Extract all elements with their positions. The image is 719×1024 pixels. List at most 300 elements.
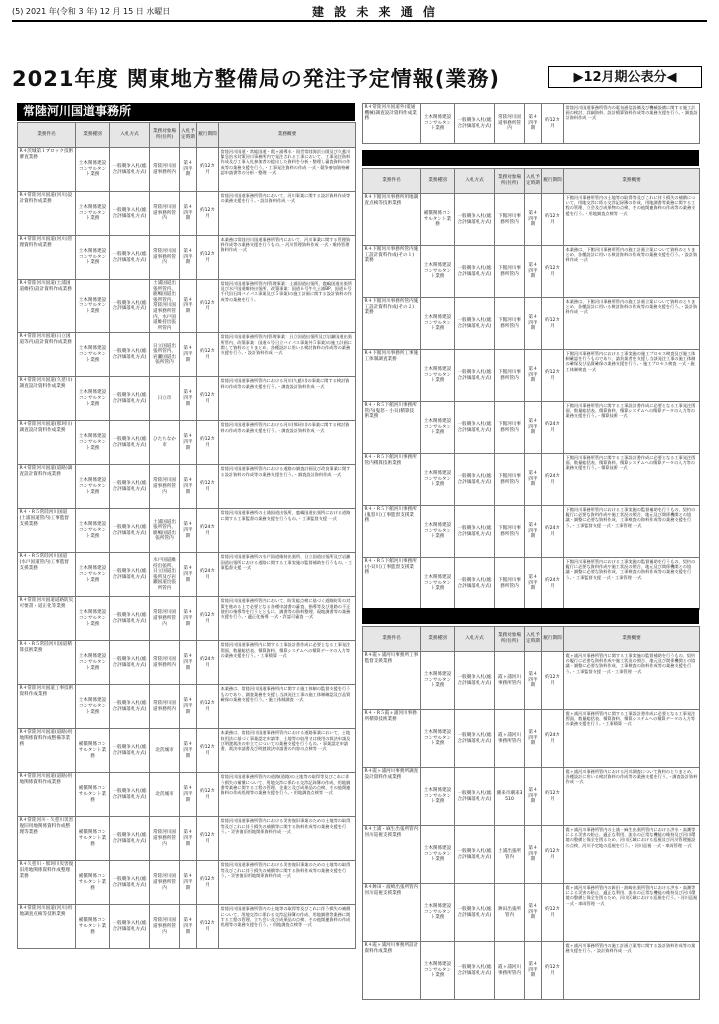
cell-location: 土浦国道出張所管内、鹿嶋国道出張所管内、常陸河川国道事務所管内、水戸国道維持出張所管内: [150, 280, 180, 333]
cell-duration: 約24カ月: [197, 641, 219, 685]
cell-bid-method: 一般競争入札(総合評価落札方式): [110, 597, 150, 641]
cell-bid-method: 一般競争入札(総合評価落札方式): [110, 773, 150, 817]
table-row: [363, 104, 700, 144]
cell-project-name: R４常陸河川国道(久慈川)調査設計資料作成業務: [18, 377, 76, 421]
cell-summary: 下館河川事務所管内に関する工事設計書作成に必要となる工事発注図面、数量総括表、積算資料、積算システムへの積算データの入力等の業務支援を行う。・積算技術 一式: [564, 402, 700, 454]
cell-duration: 約12カ月: [197, 685, 219, 729]
cell-bid-period: 第４四半期: [180, 148, 197, 192]
cell-project-name: R４下館河川事務所管内施工設計資料作成(その１)業務: [363, 246, 421, 298]
cell-duration: 約12カ月: [542, 350, 564, 402]
cell-duration: 約12カ月: [197, 377, 219, 421]
cell-category: 土木関係建設コンサルタント業務: [421, 652, 455, 710]
cell-location: 常陸河川国道事務所内: [150, 685, 180, 729]
cell-location: 下館河川事務所管内: [495, 350, 525, 402]
cell-location: 下館河川事務所管内: [495, 194, 525, 246]
cell-category: 補償関係コンサルタント業務: [421, 194, 455, 246]
cell-summary: 本業務は、常陸河川国道事務所管内における道路事業において、土地収用法に基づく事業認定申請等、土地等の収用又は使用の裁決申請及び明渡裁決の申立てについての業務支援を行うもの。・事業認定申請書、裁決申請書及び明渡裁決申請書の内容の点検等 一式: [219, 729, 356, 773]
cell-duration: 約12カ月: [197, 148, 219, 192]
cell-summary: 常陸河川国道事務所管内における河川(那珂川)の事業に関する検討資料の作成等の業務支援を行う。・調査設計資料作成 一式: [219, 421, 356, 465]
cell-project-name: R４・R５下館河川事務所(鬼怒川)工事監督支援業務: [363, 506, 421, 558]
cell-category: 土木関係建設コンサルタント業務: [76, 465, 110, 509]
table-row: [363, 350, 700, 402]
cell-bid-period: 第４四半期: [525, 246, 542, 298]
cell-duration: 約12カ月: [197, 421, 219, 465]
table-row: [18, 553, 356, 597]
cell-bid-period: 第４四半期: [180, 641, 197, 685]
cell-bid-method: 一般競争入札(総合評価落札方式): [110, 280, 150, 333]
cell-location: 潮来市潮来3510: [495, 768, 525, 826]
cell-bid-method: 一般競争入札(総合評価落札方式): [110, 729, 150, 773]
cell-summary: 下館河川事務所管内における工事実施の監督補助を行うもの、契約の履行に必要な資料作成や施工状況の照合、地元及び関係機関との協議・調整に必要な資料作成、工事検査の資料作成等の業務支援を行う。・工事監督支援 一式・工事管理 一式: [564, 506, 700, 558]
cell-duration: 約12カ月: [542, 194, 564, 246]
table-kasumigaura: [362, 626, 700, 1000]
cell-project-name: R４・R５常陸河川国道(水戸国道管内)工事監督支援業務: [18, 553, 76, 597]
cell-duration: 約24カ月: [197, 509, 219, 553]
cell-bid-method: 一般競争入札(総合評価落札方式): [455, 402, 495, 454]
cell-bid-method: 一般競争入札(総合評価落札方式): [455, 350, 495, 402]
cell-bid-method: 一般競争入札(総合評価落札方式): [110, 905, 150, 949]
table-row: [18, 905, 356, 949]
cell-bid-method: 一般競争入札(総合評価落札方式): [110, 377, 150, 421]
cell-summary: 常陸河川国道事務所管内における災害復旧事業のための土地等の取得等及びこれに伴う損失の補償等に関する資料作成等の業務支援を行う。・災害復旧用地関係資料作成 一式: [219, 861, 356, 905]
table-row: [363, 942, 700, 1000]
cell-project-name: R４下館河川事務所管内施工設計資料作成(その２)業務: [363, 298, 421, 350]
cell-location: 下館河川事務所管内: [495, 402, 525, 454]
cell-location: 常陸河川国道事務所管内: [150, 465, 180, 509]
cell-summary: 常陸河川国道事務所管内における河川(久慈川)の事業に関する検討資料の作成等の業務支援を行う。・調査設計資料作成 一式: [219, 377, 356, 421]
cell-bid-period: 第４四半期: [180, 773, 197, 817]
cell-project-name: R４常陸河川国道(河川)用地調査点検等技術業務: [18, 905, 76, 949]
cell-category: 土木関係建設コンサルタント業務: [76, 553, 110, 597]
cell-category: 土木関係建設コンサルタント業務: [421, 884, 455, 942]
cell-category: 土木関係建設コンサルタント業務: [76, 597, 110, 641]
column-header: 入札予定時期: [525, 627, 542, 652]
column-header: 業務概要: [219, 123, 356, 148]
cell-bid-period: 第４四半期: [525, 710, 542, 768]
cell-summary: 下館河川事務所管内における工事実施の施工プロセス検査及び施工体制確認を行うものであり、請負業者を支援し当該発注工事の施工体制の確保及び品質確保の業務支援を行う。・施工プロセス検査 一式・施工体制検査 一式: [564, 350, 700, 402]
table-row: [363, 402, 700, 454]
cell-category: 土木関係建設コンサルタント業務: [76, 377, 110, 421]
cell-summary: 本業務は、下館河川事務所管内の施工計画立案について資料のとりまとめ、各種設計に用いる検討資料の作成等の業務支援を行う。・設計資料作成 一式: [564, 246, 700, 298]
cell-duration: 約12カ月: [542, 652, 564, 710]
cell-summary: 常陸河川国道事務所管内の土地等の取得等及びこれに伴う損失の補償について、用地交渉に係わる交渉記録簿の作成、用地調書等業務に関する工程の管理、立ち会い及び成果品の点検、その他関連資料の作成処理等の業務支援を行う。・用地調査点検等 一式: [219, 905, 356, 949]
cell-location: 常陸河川国道事務所管内: [150, 905, 180, 949]
cell-project-name: R４霞ヶ浦河川事務所設計資料作成業務: [363, 942, 421, 1000]
cell-location: 日立市: [150, 377, 180, 421]
table-row: [18, 509, 356, 553]
column-header: 履行期間: [542, 627, 564, 652]
cell-bid-period: 第４四半期: [180, 192, 197, 236]
cell-summary: 下館河川事務所管内の土地等の取得等及びこれに伴う損失の補償について、用地交渉に係る交渉記録簿の作成、用地調書等業務に関する工程の管理、立会及び成果物の点検、その他関連資料の作成等の業務支援を行う。・用地調査点検等 一式: [564, 194, 700, 246]
cell-category: 補償関係コンサルタント業務: [76, 773, 110, 817]
column-header: 業務概要: [564, 627, 700, 652]
cell-category: 土木関係建設コンサルタント業務: [421, 298, 455, 350]
cell-location: 下館河川事務所管内: [495, 506, 525, 558]
table-row: [18, 148, 356, 192]
cell-location: 常陸河川国道事務所管内: [150, 236, 180, 280]
column-header: 入札方式: [455, 169, 495, 194]
cell-bid-period: 第４四半期: [180, 236, 197, 280]
cell-location: 下館河川事務所管内: [495, 454, 525, 506]
cell-project-name: R４常陸河川国道(日立国道等内)設計資料作成業務: [18, 333, 76, 377]
cell-category: 補償関係コンサルタント業務: [76, 817, 110, 861]
cell-project-name: R４・R５下館河川事務所管内積算技術業務: [363, 454, 421, 506]
cell-project-name: R４常陸河川国道(河川)設計資料作成業務: [18, 192, 76, 236]
cell-summary: 霞ヶ浦河川事務所管内の土浦・麻生出張所管内における洪水・高潮等による災害の防止、適正な利用、流水の正常な機能の維持及び河川環境の整備と保全を図るため、河川区域における巡視及び河川管理施設の点検、河川予定地の巡視を行う。・河川巡視 一式・車両管理 一式: [564, 826, 700, 884]
cell-bid-period: 第４四半期: [180, 861, 197, 905]
column-header: 業務件名: [363, 627, 421, 652]
table-electrical: [362, 103, 700, 144]
cell-bid-method: 一般競争入札(総合評価落札方式): [110, 509, 150, 553]
cell-bid-method: 一般競争入札(総合評価落札方式): [110, 148, 150, 192]
cell-bid-method: 一般競争入札(総合評価落札方式): [110, 641, 150, 685]
cell-category: 土木関係建設コンサルタント業務: [421, 506, 455, 558]
cell-bid-method: 一般競争入札(総合評価落札方式): [455, 942, 495, 1000]
column-header: 業務件名: [363, 169, 421, 194]
cell-category: 土木関係建設コンサルタント業務: [76, 685, 110, 729]
table-row: [363, 298, 700, 350]
cell-duration: 約24カ月: [542, 710, 564, 768]
cell-bid-method: 一般競争入札(総合評価落札方式): [455, 104, 495, 144]
table-row: [363, 194, 700, 246]
cell-duration: 約12カ月: [197, 905, 219, 949]
cell-location: 北茨城市: [150, 773, 180, 817]
table-header-row: [18, 123, 356, 148]
cell-category: 土木関係建設コンサルタント業務: [421, 454, 455, 506]
cell-summary: 常陸河川国道事務所管内(管理事業：日立国道出張所及び岩瀬国道出張所管内、改築事業：国道６号日立バイパス事業外５事業)の施工計画に関して資料のとりまとめ、各種設計に用いる検討資料の作成等の業務支援を行う。・設計資料作成 一式: [219, 333, 356, 377]
cell-location: 土浦国道出張所管内、鹿嶋国道出張所管内: [150, 509, 180, 553]
cell-summary: 霞ヶ浦河川事務所管内に関する工事実施の監督補助を行うもの、契約の履行に必要な資料作成や施工状況の照合、地元及び関係機関との協議・調整に必要な資料作成、工事検査の資料作成等の業務支援を行う。・工事監督支援 一式・工事管理 一式: [564, 652, 700, 710]
column-header: 業務種別: [76, 123, 110, 148]
cell-duration: 約12カ月: [542, 768, 564, 826]
cell-summary: 本業務は、下館河川事務所管内の施工計画立案について資料のとりまとめ、各種設計に用いる検討資料の作成等の業務支援を行う。・設計資料作成 一式: [564, 298, 700, 350]
cell-project-name: R４常陸河川国道(土浦国道維持)設計資料作成業務: [18, 280, 76, 333]
cell-bid-period: 第４四半期: [180, 377, 197, 421]
period-tag: ▶12月期公表分◀: [548, 66, 702, 88]
cell-summary: 常陸河川国道事務所管内の電気通信設備及び機械設備に関する施工計画の検討、詳細資料、設計積算資料作成等の業務支援を行う。・調査設計資料作成 一式: [564, 104, 700, 144]
cell-bid-method: 一般競争入札(総合評価落札方式): [455, 768, 495, 826]
cell-project-name: R４霞ヶ浦河川事務所調査設計資料作成業務: [363, 768, 421, 826]
cell-bid-period: 第４四半期: [525, 506, 542, 558]
cell-duration: 約24カ月: [542, 402, 564, 454]
cell-bid-method: 一般競争入札(総合評価落札方式): [455, 652, 495, 710]
cell-duration: 約12カ月: [197, 280, 219, 333]
cell-duration: 約12カ月: [542, 942, 564, 1000]
cell-location: 鉾田出張所管内: [495, 884, 525, 942]
cell-duration: 約12カ月: [197, 192, 219, 236]
cell-bid-method: 一般競争入札(総合評価落札方式): [110, 861, 150, 905]
column-header: 業務対象場所(住所): [495, 627, 525, 652]
cell-summary: 霞ヶ浦河川事務所管内における河川調査について資料のとりまとめ、各種設計に用いる検討資料の作成等の業務支援を行う。・調査設計資料作成 一式: [564, 768, 700, 826]
column-header: 業務種別: [421, 627, 455, 652]
cell-duration: 約24カ月: [542, 454, 564, 506]
column-header: 入札方式: [455, 627, 495, 652]
cell-category: 土木関係建設コンサルタント業務: [421, 826, 455, 884]
cell-location: 下館河川事務所管内: [495, 298, 525, 350]
cell-duration: 約12カ月: [197, 597, 219, 641]
table-row: [363, 710, 700, 768]
header-rule: [12, 20, 707, 22]
cell-summary: 本業務は、常陸河川国道事務所内に関する施工体制の監督支援を行うものであり、調査業務を支援し当該発注工事の施工体制確認及び品質確保の業務支援を行う。・施工体制調査 一式: [219, 685, 356, 729]
cell-bid-period: 第４四半期: [525, 350, 542, 402]
cell-location: 水戸国道維持出張所、日立国道出張所及び岩瀬国道出張所管内: [150, 553, 180, 597]
cell-summary: 常陸河川国道事務所の水戸国道維持出張所、日立国道出張所及び岩瀬国道出張所における道路に関する工事実施の監督補助を行うもの。・工事監督支援 一式: [219, 553, 356, 597]
cell-summary: 常陸河川国道事務所管内(管理事業：土浦国道出張所、鹿嶋国道出張所及び水戸国道維持出張所、改築事業：国道６号牛久土浦BP、国道６号千代田石岡バイパス事業及び５事業)の施工計画に関する設計資料の作成等の業務を行う。: [219, 280, 356, 333]
cell-location: 常陸河川国道事務所内: [150, 148, 180, 192]
cell-duration: 約24カ月: [197, 553, 219, 597]
cell-bid-method: 一般競争入札(総合評価落札方式): [455, 298, 495, 350]
cell-duration: 約24カ月: [542, 558, 564, 610]
column-header: 業務件名: [18, 123, 76, 148]
cell-duration: 約12カ月: [197, 773, 219, 817]
cell-bid-period: 第４四半期: [525, 454, 542, 506]
cell-duration: 約12カ月: [542, 246, 564, 298]
cell-bid-method: 一般競争入札(総合評価落札方式): [110, 553, 150, 597]
cell-location: 常陸河川国道事務所管内: [150, 861, 180, 905]
cell-duration: 約12カ月: [542, 298, 564, 350]
cell-bid-method: 一般競争入札(総合評価落札方式): [110, 421, 150, 465]
cell-category: 土木関係建設コンサルタント業務: [421, 942, 455, 1000]
column-header: 業務対象場所(住所): [150, 123, 180, 148]
cell-bid-method: 一般競争入札(総合評価落札方式): [455, 454, 495, 506]
cell-category: 土木関係建設コンサルタント業務: [76, 192, 110, 236]
column-header: 履行期間: [197, 123, 219, 148]
cell-duration: 約12カ月: [197, 817, 219, 861]
table-row: [363, 768, 700, 826]
cell-bid-method: 一般競争入札(総合評価落札方式): [455, 246, 495, 298]
cell-category: 土木関係建設コンサルタント業務: [421, 350, 455, 402]
cell-summary: 常陸河川国道事務所管内における災害復旧事業のための土地等の取得等及びこれに伴う損失の補償等に関する資料作成等の業務支援を行う。・災害復旧用地関係資料作成 一式: [219, 817, 356, 861]
table-row: [18, 773, 356, 817]
cell-category: 土木関係建設コンサルタント業務: [421, 104, 455, 144]
table-row: [18, 421, 356, 465]
cell-project-name: R４常陸河川国道(那珂川)調査設計資料作成業務: [18, 421, 76, 465]
cell-location: ひたちなか市: [150, 421, 180, 465]
cell-bid-period: 第４四半期: [525, 298, 542, 350]
cell-summary: 霞ヶ浦河川事務所管内の鉾田・波崎出張所管内における洪水・高潮等による災害の防止、適正な利用、流水の正常な機能の維持及び河川環境の整備と保全を図るため、河川区域における巡視を行う。・河川巡視 一式・車両管理 一式: [564, 884, 700, 942]
cell-bid-period: 第４四半期: [180, 333, 197, 377]
table-row: [363, 652, 700, 710]
table-row: [18, 280, 356, 333]
cell-project-name: R４鉾田・波崎出張所管内河川巡視支援業務: [363, 884, 421, 942]
cell-location: 日立国道出張所管内、岩瀬国道出張所管内: [150, 333, 180, 377]
cell-summary: 霞ヶ浦河川事務所管内に関する工事設計書作成に必要となる工事発注図面、数量総括表、積算資料、積算システムへの積算データの入力等の業務支援を行う。・工事積算 一式: [564, 710, 700, 768]
cell-category: 土木関係建設コンサルタント業務: [76, 280, 110, 333]
cell-project-name: R４土浦・麻生出張所管内河川巡視支援業務: [363, 826, 421, 884]
cell-project-name: R４常陸河川国道道路防災可要書・道正化等業務: [18, 597, 76, 641]
section-bar-kasumigaura: [362, 608, 699, 624]
column-header: 入札予定時期: [525, 169, 542, 194]
cell-project-name: R４下館河川事務所工事施工体制調査業務: [363, 350, 421, 402]
cell-category: 土木関係建設コンサルタント業務: [76, 509, 110, 553]
issue-date: (5) 2021 年(令和 3 年) 12 月 15 日 水曜日: [12, 7, 171, 16]
cell-summary: 常陸河川国道事務所管内において、河川事業に関する設計資料作成等の業務支援を行う。・設計資料作成 一式: [219, 192, 356, 236]
column-header: 業務概要: [564, 169, 700, 194]
table-row: [363, 826, 700, 884]
section-bar-shimodate: [362, 150, 699, 166]
column-header: 業務種別: [421, 169, 455, 194]
cell-category: 土木関係建設コンサルタント業務: [421, 710, 455, 768]
cell-project-name: R４常陸河川・久慈川災害復旧用地関係資料作成整理等業務: [18, 817, 76, 861]
table-row: [18, 465, 356, 509]
page-header: [12, 4, 707, 18]
cell-category: 土木関係建設コンサルタント業務: [76, 421, 110, 465]
cell-duration: 約12カ月: [542, 826, 564, 884]
cell-project-name: R４・R５下館河川事務所管内(鬼怒・小貝)積算技術業務: [363, 402, 421, 454]
cell-project-name: R４常陸河川国道外(電通機械)調査設計資料作成業務: [363, 104, 421, 144]
cell-location: 常陸河川国道事務所管内: [150, 192, 180, 236]
cell-bid-period: 第４四半期: [180, 905, 197, 949]
cell-bid-method: 一般競争入札(総合評価落札方式): [455, 884, 495, 942]
cell-project-name: R４常陸河川国道(道路)用地関係資料作成業務: [18, 773, 76, 817]
cell-project-name: R４茨城第１ブロック技術審査業務: [18, 148, 76, 192]
cell-category: 補償関係コンサルタント業務: [76, 729, 110, 773]
cell-bid-period: 第４四半期: [525, 104, 542, 144]
cell-summary: 本業務は常陸河川国道事務所管内において、河川事業に関する管理資料作成等の業務支援を行うもの。・河川管理資料作成 一式・維持管理資料作成 一式: [219, 236, 356, 280]
cell-location: 常陸河川国道事務所管内: [150, 817, 180, 861]
cell-bid-period: 第４四半期: [525, 826, 542, 884]
cell-summary: 常陸河川国道事務所管内における道路の調査計画及び改良事業に関する設計資料の作成等の業務支援を行う。・調査設計資料作成 一式: [219, 465, 356, 509]
cell-category: 土木関係建設コンサルタント業務: [421, 402, 455, 454]
cell-bid-period: 第４四半期: [180, 465, 197, 509]
column-header: 業務対象場所(住所): [495, 169, 525, 194]
cell-location: 土浦出張所管内: [495, 826, 525, 884]
cell-project-name: R４・R５下館河川事務所(小貝川)工事監督支援業務: [363, 558, 421, 610]
cell-category: 土木関係建設コンサルタント業務: [421, 768, 455, 826]
column-header: 入札予定時期: [180, 123, 197, 148]
cell-bid-method: 一般競争入札(総合評価落札方式): [455, 558, 495, 610]
cell-bid-period: 第４四半期: [525, 194, 542, 246]
cell-location: 下館河川事務所管内: [495, 246, 525, 298]
cell-duration: 約12カ月: [197, 236, 219, 280]
cell-duration: 約12カ月: [197, 861, 219, 905]
table-row: [363, 454, 700, 506]
cell-bid-period: 第４四半期: [525, 768, 542, 826]
cell-bid-method: 一般競争入札(総合評価落札方式): [110, 685, 150, 729]
table-hitachi: [17, 122, 356, 949]
cell-project-name: R４・R５常陸河川国道(土浦国道管内)工事監督支援業務: [18, 509, 76, 553]
cell-duration: 約12カ月: [542, 104, 564, 144]
cell-category: 補償関係コンサルタント業務: [76, 905, 110, 949]
cell-bid-period: 第４四半期: [180, 280, 197, 333]
cell-bid-period: 第４四半期: [525, 652, 542, 710]
table-row: [363, 558, 700, 610]
cell-location: 常陸河川国道事務所管内: [495, 104, 525, 144]
cell-bid-period: 第４四半期: [180, 729, 197, 773]
cell-summary: 下館河川事務所管内に関する工事設計書作成に必要となる工事発注図面、数量総括表、積算資料、積算システムへの積算データの入力等の業務支援を行う。・積算技術 一式: [564, 454, 700, 506]
cell-bid-method: 一般競争入札(総合評価落札方式): [110, 236, 150, 280]
newspaper-name: 建 設 未 来 通 信: [312, 5, 438, 19]
cell-bid-period: 第４四半期: [180, 421, 197, 465]
cell-bid-period: 第４四半期: [180, 509, 197, 553]
section-title-hitachi: 常陸河川国道事務所: [17, 103, 355, 121]
cell-category: 土木関係建設コンサルタント業務: [76, 236, 110, 280]
cell-summary: 常陸河川国道事務所内に関する工事設計書作成に必要となる工事発注図面、数量総括表、積算資料、積算システムへの積算データの入力等の業務支援を行う。・工事積算 一式: [219, 641, 356, 685]
cell-project-name: R４常陸河川国道(道路)調査設計資料作成業務: [18, 465, 76, 509]
table-row: [18, 236, 356, 280]
cell-summary: 霞ヶ浦河川事務所管内の施工計画立案等に関する設計資料作成等の業務支援を行う。・設計資料作成 一式: [564, 942, 700, 1000]
cell-location: 下館河川事務所管内: [495, 558, 525, 610]
table-row: [18, 861, 356, 905]
cell-project-name: R４常陸河川国道工事技術資料作成業務: [18, 685, 76, 729]
table-shimodate: [362, 168, 700, 610]
cell-project-name: R４・R５常陸河川国道積算技術業務: [18, 641, 76, 685]
cell-category: 土木関係建設コンサルタント業務: [76, 641, 110, 685]
table-row: [363, 246, 700, 298]
cell-summary: 常陸河川国道・常総国道・霞ヶ浦導水・国営常陸海浜公園及び久慈川緊急治水対策河川事務所内で発注される工事において、工事発注資料作成及び工事入札参加者の提出した資料を分析・整理し審査資料の作成等の業務支援を行う。・工事発注資料の作成 一式・競争参加資格確認申請書等の分析・整理 一式: [219, 148, 356, 192]
cell-category: 土木関係建設コンサルタント業務: [76, 148, 110, 192]
cell-bid-method: 一般競争入札(総合評価落札方式): [110, 817, 150, 861]
cell-summary: 常陸河川国道事務所管内において、防災総点検に基づく道路防災の対策を進める上で必要となる各種申請書の審査、指導等及び道路の不正使用の指導等を行うとともに、調書等の資料整理、現地調書等の業務支援を行う。・適正化指導 一式・許認可審査 一式: [219, 597, 356, 641]
cell-project-name: R４常陸河川国道(道路)用地関係資料作成整備等業務: [18, 729, 76, 773]
table-row: [18, 685, 356, 729]
cell-bid-period: 第４四半期: [180, 817, 197, 861]
cell-location: 霞ヶ浦河川事務所管内: [495, 652, 525, 710]
cell-duration: 約24カ月: [542, 506, 564, 558]
column-header: 入札方式: [110, 123, 150, 148]
cell-bid-method: 一般競争入札(総合評価落札方式): [455, 194, 495, 246]
table-row: [18, 817, 356, 861]
cell-duration: 約12カ月: [197, 729, 219, 773]
cell-category: 土木関係建設コンサルタント業務: [421, 558, 455, 610]
table-row: [18, 192, 356, 236]
cell-duration: 約12カ月: [542, 884, 564, 942]
page-title: 2021年度 関東地方整備局の発注予定情報(業務): [12, 67, 500, 91]
column-header: 履行期間: [542, 169, 564, 194]
cell-bid-method: 一般競争入札(総合評価落札方式): [455, 826, 495, 884]
cell-project-name: R４・R５霞ヶ浦河川事務所積算技術業務: [363, 710, 421, 768]
table-row: [18, 333, 356, 377]
cell-location: 常陸河川国道事務所内: [150, 641, 180, 685]
cell-bid-period: 第４四半期: [180, 553, 197, 597]
cell-duration: 約12カ月: [197, 465, 219, 509]
cell-duration: 約12カ月: [197, 333, 219, 377]
table-header-row: [363, 627, 700, 652]
cell-project-name: R４久慈川・那珂川災害復旧用地関係資料作成整理業務: [18, 861, 76, 905]
cell-location: 常陸河川国道事務所管内: [150, 597, 180, 641]
cell-bid-method: 一般競争入札(総合評価落札方式): [110, 192, 150, 236]
cell-project-name: R４常陸河川国道(河川)管理資料作成業務: [18, 236, 76, 280]
cell-category: 土木関係建設コンサルタント業務: [421, 246, 455, 298]
table-row: [18, 377, 356, 421]
cell-location: 霞ヶ浦河川事務所管内: [495, 710, 525, 768]
cell-bid-period: 第４四半期: [525, 884, 542, 942]
cell-bid-method: 一般競争入札(総合評価落札方式): [455, 710, 495, 768]
cell-bid-period: 第４四半期: [525, 558, 542, 610]
cell-location: 霞ヶ浦河川事務所管内: [495, 942, 525, 1000]
cell-summary: 常陸河川国道事務所の土浦国道出張所、鹿嶋国道出張所における道路に関する工事監督の業務支援を行うもの。・工事監督支援 一式: [219, 509, 356, 553]
cell-bid-period: 第４四半期: [180, 597, 197, 641]
table-header-row: [363, 169, 700, 194]
cell-bid-period: 第４四半期: [525, 402, 542, 454]
cell-location: 北茨城市: [150, 729, 180, 773]
cell-project-name: R４下館河川事務所用地調査点検等技術業務: [363, 194, 421, 246]
cell-summary: 下館河川事務所管内における工事実施の監督補助を行うもの、契約の履行に必要な資料作成や施工状況の照合、地元及び関係機関との協議・調整に必要な資料作成、工事検査の資料作成等の業務支援を行う。・工事監督支援 一式・工事管理 一式: [564, 558, 700, 610]
table-row: [18, 729, 356, 773]
table-row: [18, 641, 356, 685]
cell-bid-method: 一般競争入札(総合評価落札方式): [110, 465, 150, 509]
table-row: [363, 884, 700, 942]
cell-category: 補償関係コンサルタント業務: [76, 861, 110, 905]
cell-bid-method: 一般競争入札(総合評価落札方式): [455, 506, 495, 558]
cell-bid-period: 第４四半期: [525, 942, 542, 1000]
cell-summary: 常陸河川国道事務所管内の道路(道路)の土地等の取得等及びこれに伴う損失の補償について、用地交渉に係わる交渉記録簿の作成、用地調書等業務に関する工程の管理、企業と及び成果品の点検、その他関連資料の作成処理等の業務支援を行う。・用地調査点検等 一式: [219, 773, 356, 817]
cell-project-name: R４霞ヶ浦河川事務所工事監督支援業務: [363, 652, 421, 710]
table-row: [363, 506, 700, 558]
cell-bid-method: 一般競争入札(総合評価落札方式): [110, 333, 150, 377]
table-row: [18, 597, 356, 641]
cell-bid-period: 第４四半期: [180, 685, 197, 729]
